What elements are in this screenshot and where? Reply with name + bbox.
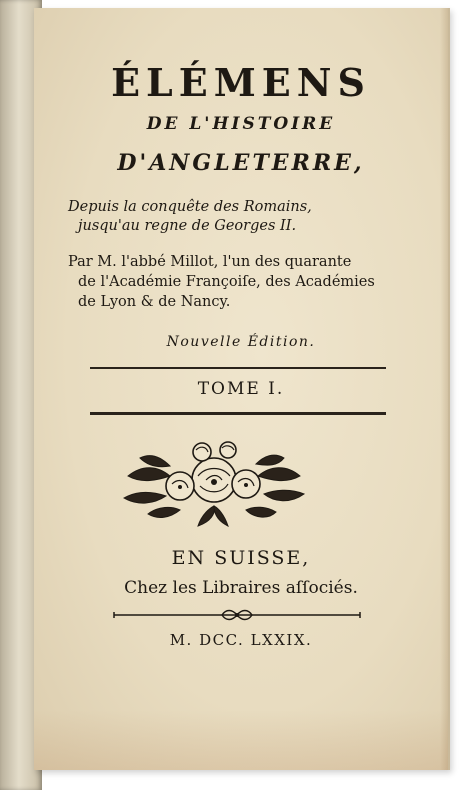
author-line-2: de l'Académie Françoiſe, des Académies [78,274,375,290]
title-page-content [34,8,448,770]
book-title: ÉLÉMENS [111,60,371,105]
ornamental-rule-icon [110,609,364,621]
subtitle-line-2: jusqu'au regne de Georges II. [78,218,297,234]
volume-label: TOME I. [197,379,285,399]
floral-vignette-icon [118,436,308,528]
book-title-line-3: D'ANGLETERRE, [117,150,365,176]
author-line-3: de Lyon & de Nancy. [78,294,231,310]
title-page [34,8,450,770]
divider-top [90,367,386,369]
imprint-publisher: Chez les Libraires aſſociés. [124,578,358,598]
book-title-line-2: DE L'HISTOIRE [146,114,336,134]
imprint-place: EN SUISSE, [171,547,311,569]
divider-bottom [90,412,386,415]
subtitle-line-1: Depuis la conquête des Romains, [68,199,312,215]
author-line-1: Par M. l'abbé Millot, l'un des quarante [68,254,352,270]
page-edge-shadow [440,8,448,770]
page-bottom-stain [34,710,448,770]
imprint-year: M. DCC. LXXIX. [169,631,313,649]
edition-label: Nouvelle Édition. [166,334,316,350]
